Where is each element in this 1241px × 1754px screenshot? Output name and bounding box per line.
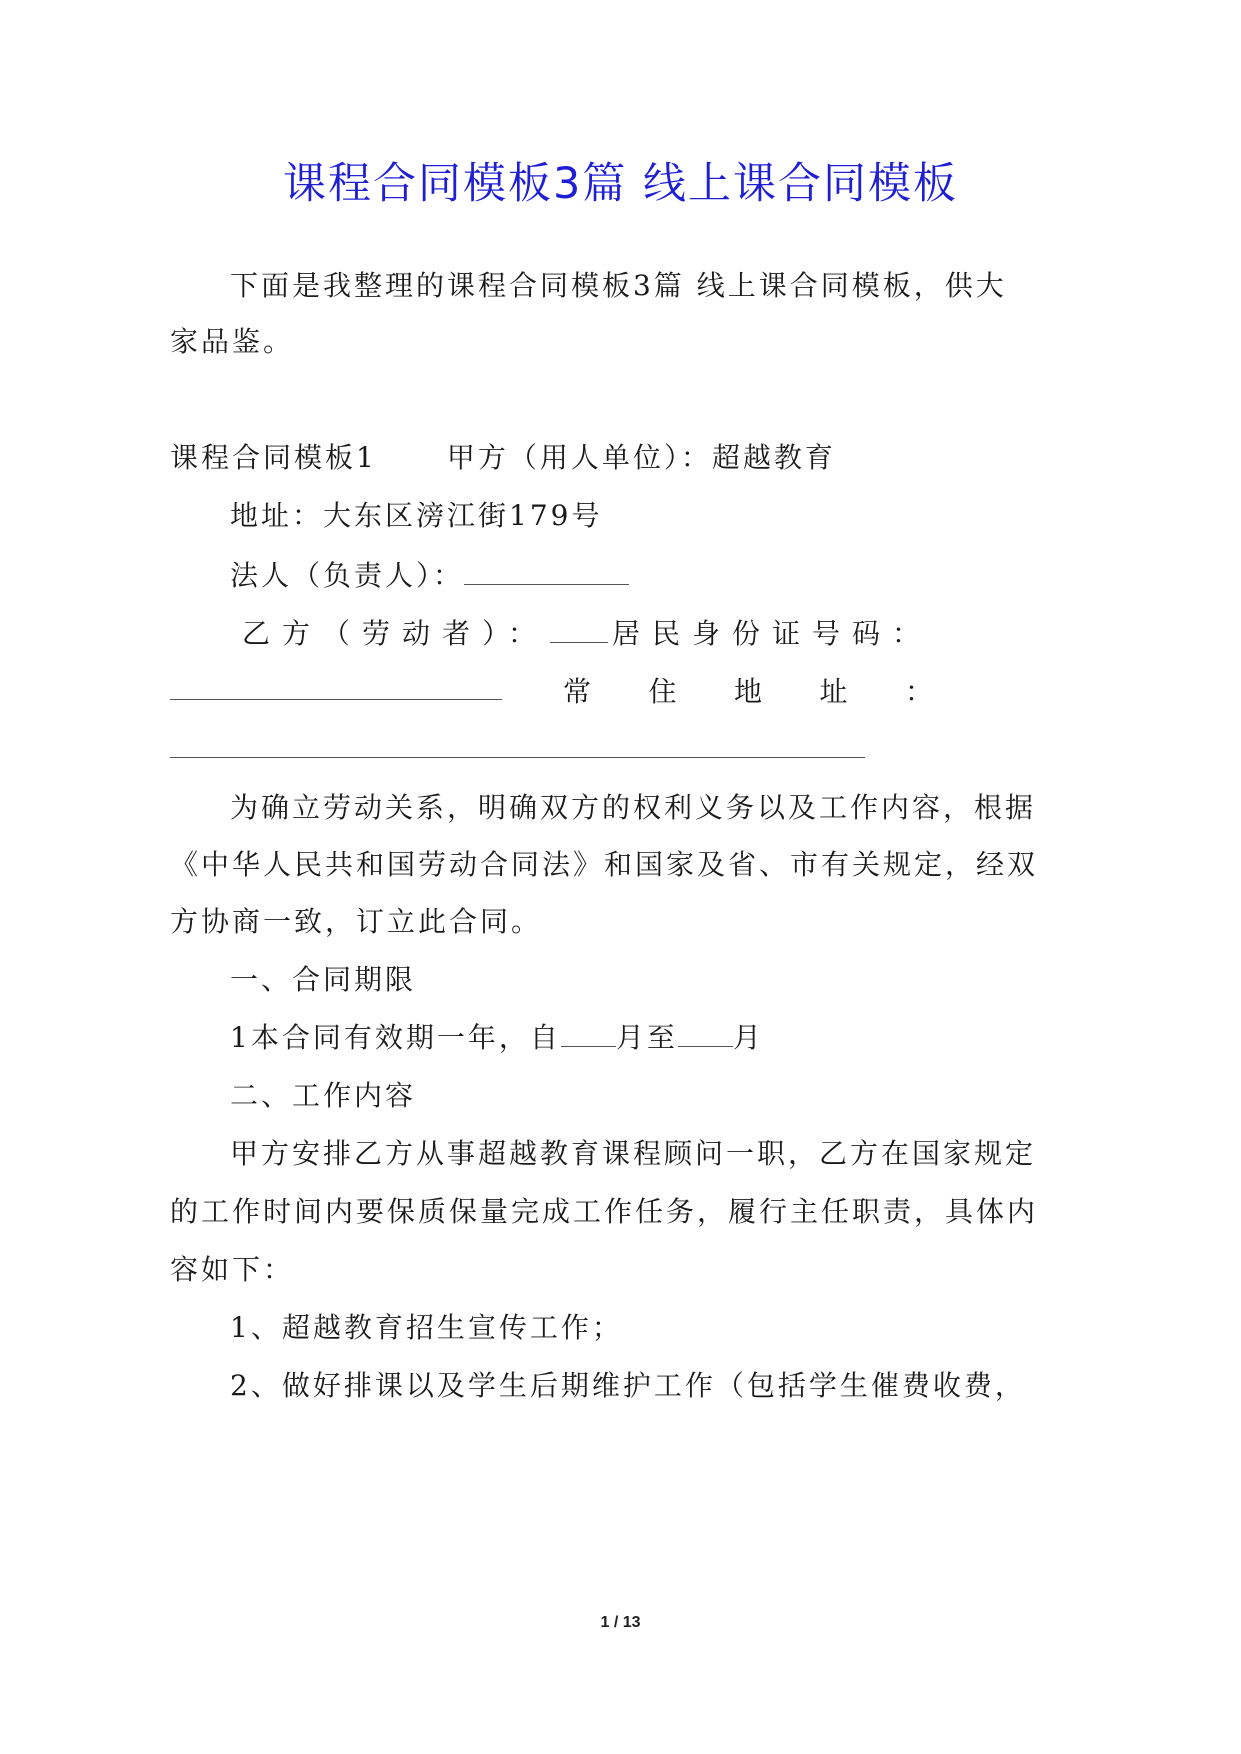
id-number-blank	[170, 699, 502, 700]
term-end-month-blank	[678, 1018, 733, 1047]
purpose-line-1: 为确立劳动关系，明确双方的权利义务以及工作内容，根据	[230, 791, 1037, 824]
id-label: 居民身份证号码：	[611, 617, 932, 650]
work-line-3: 容如下：	[170, 1253, 295, 1286]
legal-rep-line	[230, 556, 629, 596]
intro-line-1: 下面是我整理的课程合同模板3篇 线上课合同模板，供大	[230, 269, 1007, 302]
party-b-label: 乙方（劳动者）：	[242, 617, 549, 650]
residence-char-1: 常	[563, 675, 592, 708]
party-b-blank	[550, 614, 608, 643]
residence-char-5: ：	[904, 675, 933, 708]
work-heading: 二、工作内容	[230, 1079, 417, 1112]
purpose-line-3: 方协商一致，订立此合同。	[170, 905, 543, 938]
legal-rep-blank	[464, 556, 629, 585]
party-b-line	[242, 614, 932, 654]
page-number: 1 / 13	[600, 1614, 641, 1631]
term-text-a: 1本合同有效期一年，自	[230, 1021, 561, 1054]
term-text-c: 月	[732, 1021, 764, 1054]
work-item-2: 2、做好排课以及学生后期维护工作（包括学生催费收费，	[230, 1369, 1026, 1402]
purpose-line-2: 《中华人民共和国劳动合同法》和国家及省、市有关规定，经双	[170, 848, 1039, 881]
document-title: 课程合同模板3篇 线上课合同模板	[282, 159, 959, 209]
section-title: 课程合同模板1	[170, 441, 377, 474]
term-text	[230, 1018, 764, 1058]
party-a: 甲方（用人单位）：超越教育	[446, 441, 836, 474]
intro-line-2: 家品鉴。	[170, 325, 295, 358]
residence-char-4: 址	[819, 675, 848, 708]
work-item-1: 1、超越教育招生宣传工作；	[230, 1311, 623, 1344]
address-line: 地址：大东区滂江街179号	[230, 499, 603, 532]
term-text-b: 月至	[615, 1021, 678, 1054]
legal-rep-label: 法人（负责人）：	[230, 559, 465, 592]
work-line-1: 甲方安排乙方从事超越教育课程顾问一职，乙方在国家规定	[230, 1137, 1037, 1170]
section-heading	[170, 438, 836, 478]
residence-char-2: 住	[648, 675, 677, 708]
term-heading: 一、合同期限	[230, 963, 417, 996]
term-start-month-blank	[561, 1018, 616, 1047]
residence-blank	[170, 757, 865, 758]
residence-char-3: 地	[733, 675, 762, 708]
work-line-2: 的工作时间内要保质保量完成工作任务，履行主任职责，具体内	[170, 1195, 1039, 1228]
residence-label	[563, 672, 933, 712]
